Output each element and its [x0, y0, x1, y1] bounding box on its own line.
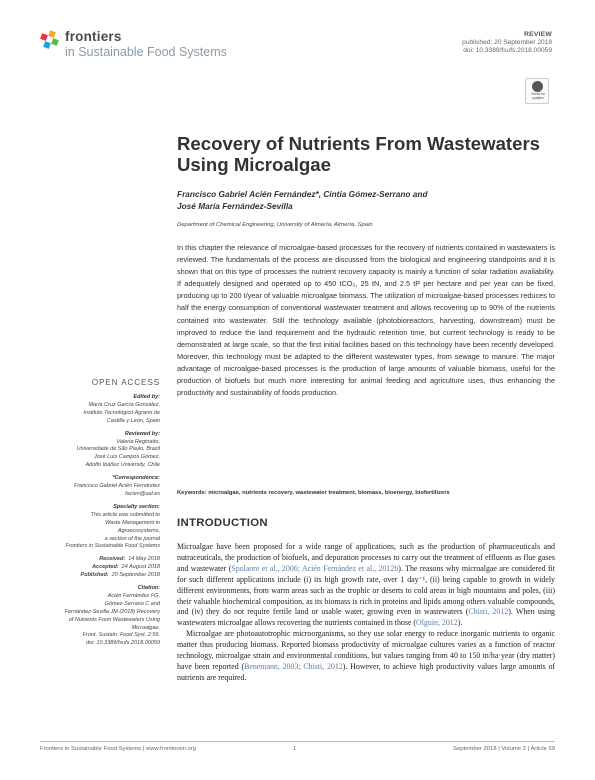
citation-line: Front. Sustain. Food Syst. 2:59. — [82, 632, 160, 639]
frontiers-logo-icon — [40, 30, 62, 52]
article-type: REVIEW — [523, 31, 552, 38]
specialty-heading: Specialty section: — [113, 503, 160, 510]
citation-line: of Nutrients From Wastewaters Using — [68, 616, 160, 623]
intro-paragraph-2: Microalgae are photoautotrophic microorganisms, so they use solar energy to reduce inorganic nutrients to organic matter thus producing biomass. Reported biomass productivity of microalgae cultures varies as a function of reactor technology, microalgae strain and environmental conditions, but values ranging from 40 to 150 tn/ha·year (dry matter) have been reported (Benemann, 2003; Chisti, 2012). However, to achieve high productivity values large amounts of nutrients are required. — [177, 629, 556, 682]
article-meta — [462, 31, 552, 56]
intro-paragraph-1: Microalgae have been proposed for a wide range of applications, such as the production of pharmaceuticals and nutraceuticals, the production of biofuels, and depuration processes to carry out the treatment of effluents as flue gases and wastewater (Spolaore et al., 2006; Acién Fernández et al., 2012b). The reasons why microalgae are considered fit for such different applications include (i) its high growth rate, over 1 day⁻¹, (ii) being capable to growth in widely different environments, from warm areas such as the trophic or deserts to cold areas in high mountains and poles, (iii) their valuable biochemical composition, as its biomass is rich in proteins and lipids among others valuable compounds, and (iv) they do not require fertile land or usable water, growing even in wastewaters (Chisti, 2012). When using wastewaters microalgae allows recovering the nutrients contained in those (Olguín, 2012). — [177, 542, 555, 628]
reviewed-by-line: José Luis Campos Gómez, — [93, 454, 160, 461]
citation-doi[interactable]: doi: 10.3389/fsufs.2018.00059 — [85, 640, 160, 647]
edited-by-heading: Edited by: — [133, 394, 160, 400]
edited-by-line: Instituto Tecnológico Agrario de — [83, 409, 160, 416]
citation-link[interactable]: Spolaore et al., 2006; Acién Fernández et al., 2012b — [231, 563, 399, 573]
published-label: Published: — [80, 572, 109, 579]
article-title: Recovery of Nutrients From Wastewaters Using Microalgae — [177, 133, 541, 175]
reviewed-by-line: Adolfo Ibáñez University, Chile — [85, 462, 160, 469]
citation-link[interactable]: Chisti, 2012 — [468, 607, 509, 617]
received-row — [30, 556, 160, 564]
page-number: 1 — [293, 746, 297, 752]
affiliation: Department of Chemical Engineering, University of Almería, Almería, Spain — [177, 222, 373, 228]
journal-name: in Sustainable Food Systems — [65, 45, 227, 59]
reviewed-by-heading: Reviewed by: — [124, 430, 160, 437]
authors-line-2[interactable]: José María Fernández-Sevilla — [177, 201, 293, 211]
accepted-date: 24 August 2018 — [121, 564, 160, 571]
check-for-updates-badge[interactable] — [525, 78, 549, 104]
edited-by-line: María Cruz García González, — [88, 401, 160, 408]
badge-text: Check for updates — [531, 92, 545, 100]
page-footer — [40, 741, 555, 752]
citation-link[interactable]: Olguín, 2012 — [416, 618, 458, 628]
specialty-line: This article was submitted to — [90, 511, 160, 518]
specialty-line: a section of the journal — [104, 535, 160, 542]
sidebar-meta — [30, 394, 160, 648]
citation-line: Microalgae. — [131, 624, 160, 631]
logo-name: frontiers — [65, 29, 122, 44]
authors-line-1[interactable]: Francisco Gabriel Acién Fernández*, Cintia Gómez-Serrano and — [177, 189, 428, 199]
accepted-row — [30, 564, 160, 572]
keywords-text: microalgae, nutrients recovery, wastewater treatment, biomass, bioenergy, biofertilizers — [208, 490, 450, 496]
correspondence-heading: *Correspondence: — [112, 475, 160, 482]
received-date: 14 May 2018 — [128, 556, 160, 563]
keywords — [177, 490, 555, 496]
reviewed-by-line: Universidade de São Paulo, Brazil — [76, 446, 160, 453]
reviewed-by-line: Valeria Reginatto, — [116, 438, 160, 445]
citation-heading: Citation: — [137, 585, 160, 592]
doi-link[interactable]: doi: 10.3389/fsufs.2018.00059 — [463, 47, 552, 55]
received-label: Received: — [99, 556, 126, 563]
citation-line: Acién Fernández FG, — [107, 592, 160, 599]
update-check-icon — [532, 81, 543, 92]
published-row — [30, 572, 160, 580]
accepted-label: Accepted: — [92, 564, 119, 571]
published-date: published: 20 September 2018 — [462, 39, 552, 47]
correspondence-email[interactable]: facien@ual.es — [125, 490, 160, 497]
citation-link[interactable]: Benemann, 2003; Chisti, 2012 — [244, 661, 343, 671]
authors — [177, 188, 567, 212]
introduction-heading: INTRODUCTION — [177, 517, 268, 529]
published-date-sidebar: 20 September 2018 — [111, 572, 160, 579]
correspondence-name: Francisco Gabriel Acién Fernández — [73, 483, 160, 490]
open-access-label: OPEN ACCESS — [91, 377, 160, 387]
footer-issue: September 2018 | Volume 2 | Article 59 — [453, 746, 555, 752]
specialty-line: Frontiers in Sustainable Food Systems — [65, 543, 160, 550]
specialty-line: Agroecosystems, — [117, 527, 160, 534]
footer-journal[interactable]: Frontiers in Sustainable Food Systems | www.frontiersin.org — [40, 746, 197, 752]
specialty-line: Waste Management in — [105, 519, 160, 526]
introduction-body — [177, 542, 555, 684]
abstract: In this chapter the relevance of microalgae-based processes for the recovery of nutrients contained in wastewaters is reviewed. The fundamentals of the process are discussed from the biological and engineering standpoints and it is shown that on this type of processes the nutrient recovery capacity is mainly a function of solar radiation availability. If adequately designed and operated up to 450 tCO₂, 25 tN, and 2.5 tP per hectare and per year can be fixed, producing up to 200 t/year of valuable microalgae biomass. The utilization of microalgae-based processes reduces to half the energy consumption of conventional wastewater treatment and allows recovering up to 90% of the nutrients contained into wastewater. Still the technology available (photobioreactors, harvesting, downstream) must be improved to reduce the land requirement and the hydraulic retention time, but current technology is ready to be demonstrated at large scale, so that the first initial facilities based on this technology have been recently developed. Moreover, this technology must be adapted to the different wastewater types, from sewage to manure. The major advantage of microalgae-based processes is the production of large amounts of valuable biomass, useful for the production of biofuels but much more interesting for animal feeding and agriculture uses, thus enhancing the productivity and sustainability of foods production. — [177, 243, 555, 398]
edited-by-line: Castilla y León, Spain — [106, 417, 160, 424]
keywords-label: Keywords: — [177, 490, 207, 496]
citation-line: Gómez-Serrano C and — [104, 600, 160, 607]
citation-line: Fernández-Sevilla JM (2018) Recovery — [64, 608, 160, 615]
